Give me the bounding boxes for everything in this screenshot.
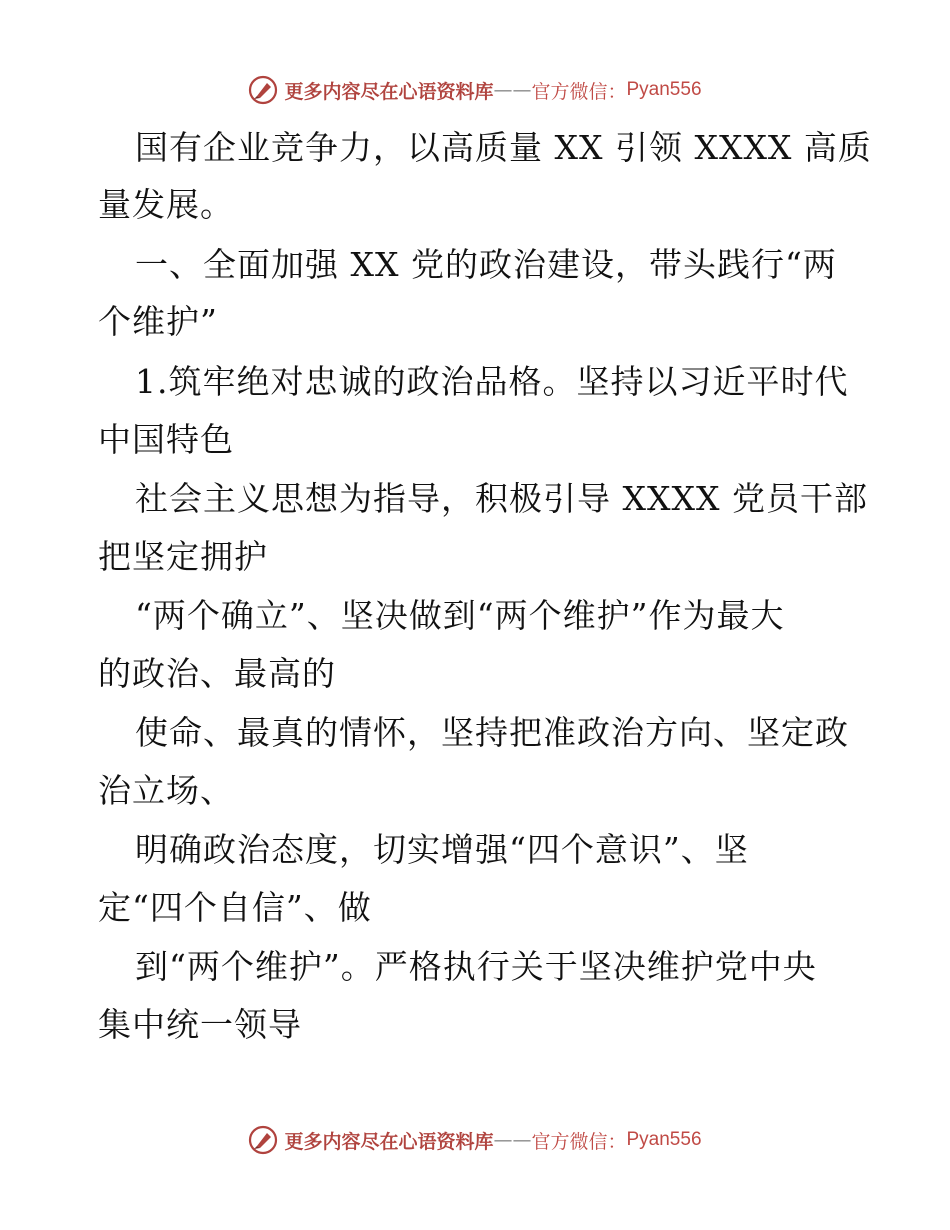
body-line-12: 治立场、 xyxy=(98,771,234,810)
body-line-10: 的政治、最高的 xyxy=(98,654,336,693)
header-wechat-label: 官方微信： xyxy=(531,80,627,103)
body-line-16: 集中统一领导 xyxy=(98,1005,302,1044)
body-line-15: 到“两个维护”。严格执行关于坚决维护党中央 xyxy=(135,947,817,986)
header-banner xyxy=(0,70,950,110)
body-line-11: 使命、最真的情怀，坚持把准政治方向、坚定政 xyxy=(135,713,849,752)
body-line-13: 明确政治态度，切实增强“四个意识”、坚 xyxy=(135,830,749,869)
header-banner-separator: —— xyxy=(493,79,532,101)
footer-banner-text: 更多内容尽在心语资料库 xyxy=(284,1130,494,1153)
header-banner-text: 更多内容尽在心语资料库 xyxy=(284,80,494,103)
footer-banner xyxy=(0,1120,950,1160)
footer-banner-separator: —— xyxy=(493,1129,532,1151)
body-line-14: 定“四个自信”、做 xyxy=(98,888,372,927)
pen-nib-logo-icon xyxy=(248,1125,278,1155)
body-line-7: 社会主义思想为指导，积极引导 XXXX 党员干部 xyxy=(135,479,868,518)
body-line-2: 量发展。 xyxy=(98,185,234,224)
footer-wechat-label: 官方微信： xyxy=(531,1130,627,1153)
body-line-9: “两个确立”、坚决做到“两个维护”作为最大 xyxy=(135,596,785,635)
body-line-5: 1.筑牢绝对忠诚的政治品格。坚持以习近平时代 xyxy=(135,362,849,401)
body-line-3: 一、全面加强 XX 党的政治建设，带头践行“两 xyxy=(135,245,837,284)
header-wechat-id: Pyan556 xyxy=(626,79,702,100)
body-line-8: 把坚定拥护 xyxy=(98,537,268,576)
body-line-1: 国有企业竞争力，以高质量 XX 引领 XXXX 高质 xyxy=(135,128,872,167)
body-line-6: 中国特色 xyxy=(98,420,234,459)
pen-nib-logo-icon xyxy=(248,75,278,105)
body-line-4: 个维护” xyxy=(98,302,218,341)
footer-wechat-id: Pyan556 xyxy=(626,1129,702,1150)
